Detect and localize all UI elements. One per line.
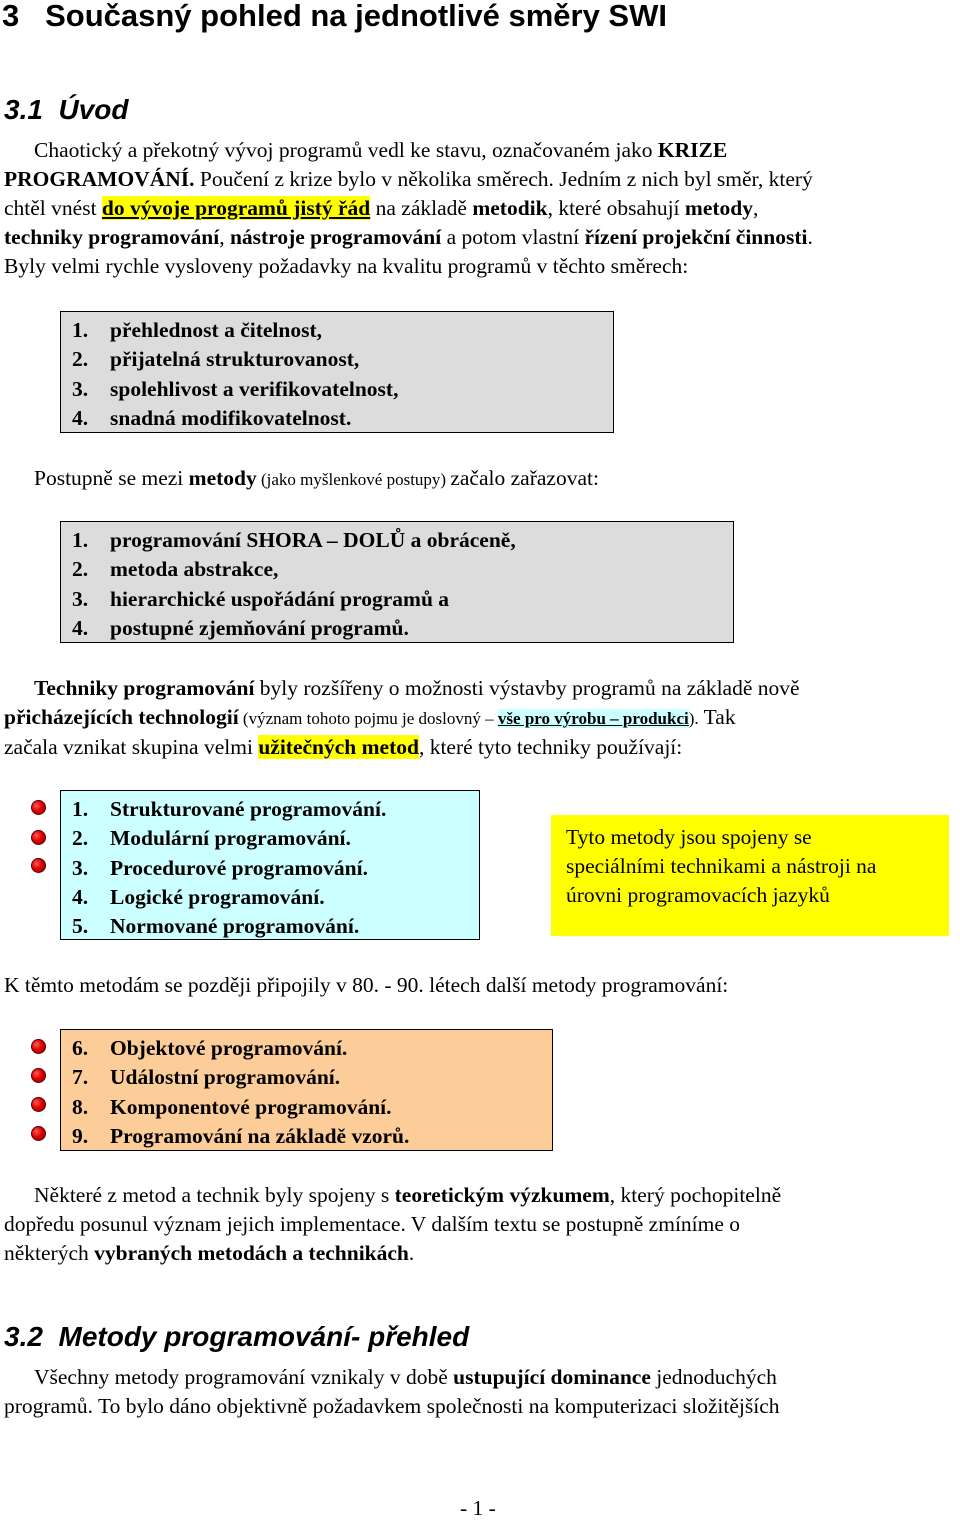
section-title: Metody programování- přehled: [58, 1321, 470, 1352]
requirements-box: [60, 311, 614, 433]
note-box: Tyto metody jsou spojeny se speciálními technikami a nástroji na úrovni programovacích jazyků: [551, 815, 949, 936]
section-heading-overview: [4, 1321, 469, 1353]
list-item: 7. Událostní programování.: [72, 1065, 341, 1090]
list-item: 1. Strukturované programování.: [72, 797, 387, 821]
bullet-icon: [31, 800, 46, 815]
later-methods-intro: K těmto metodám se později připojily v 80. - 90. létech další metody programování:: [4, 973, 729, 997]
chapter-title: Současný pohled na jednotlivé směry SWI: [45, 0, 667, 33]
techniques-paragraph: Techniky programování byly rozšířeny o možnosti výstavby programů na základě nově přicházejících technologií (význam tohoto pojmu je doslovný – vše pro výrobu – produkci). Tak začala vznikat skupina velmi užitečných metod, které tyto techniky používají:: [4, 676, 800, 759]
bullet-icon: [31, 1097, 46, 1112]
bullet-icon: [31, 1126, 46, 1141]
intro-paragraph: Chaotický a překotný vývoj programů vedl ke stavu, označovaném jako KRIZE PROGRAMOVÁNÍ. Poučení z krize bylo v několika směrech. Jedním z nich byl směr, který chtěl vnést do vývoje programů jistý řád na základě metodik, které obsahují metody, techniky programování, nástroje programování a potom vlastní řízení projekční činnosti. Byly velmi rychle vysloveny požadavky na kvalitu programů v těchto směrech:: [4, 138, 813, 278]
section-number: 3.1: [4, 94, 43, 125]
bullet-icon: [31, 830, 46, 845]
section-heading-intro: [4, 94, 129, 126]
overview-paragraph: Všechny metody programování vznikaly v době ustupující dominance jednoduchých programů. To bylo dáno objektivně požadavkem společnosti na komputerizaci složitějších: [4, 1365, 780, 1418]
methods-box: [60, 521, 734, 643]
section-title: Úvod: [58, 94, 129, 125]
chapter-number: 3: [2, 0, 20, 33]
list-item: 4. postupné zjemňování programů.: [72, 615, 409, 640]
list-item: 3. hierarchické uspořádání programů a: [72, 586, 450, 611]
list-item: 1. programování SHORA – DOLŮ a obráceně,: [72, 528, 516, 552]
methods-intro: Postupně se mezi metody (jako myšlenkové postupy) začalo zařazovat:: [34, 466, 599, 490]
chapter-heading: [2, 0, 667, 34]
later-methods-box: [60, 1029, 553, 1151]
list-item: 9. Programování na základě vzorů.: [72, 1123, 410, 1148]
list-item: 6. Objektové programování.: [72, 1036, 348, 1060]
list-item: 3. Procedurové programování.: [72, 855, 368, 880]
list-item: 2. metoda abstrakce,: [72, 557, 279, 582]
list-item: 4. snadná modifikovatelnost.: [72, 405, 352, 430]
bullet-icon: [31, 1039, 46, 1054]
list-item: 3. spolehlivost a verifikovatelnost,: [72, 376, 399, 401]
closing-paragraph: Některé z metod a technik byly spojeny s teoretickým výzkumem, který pochopitelně dopředu posunul význam jejich implementace. V dalším textu se postupně zmíníme o některých vybraných metodách a technikách.: [4, 1183, 782, 1265]
bullet-icon: [31, 1068, 46, 1083]
list-item: 2. Modulární programování.: [72, 826, 351, 851]
list-item: 5. Normované programování.: [72, 914, 360, 939]
list-item: 8. Komponentové programování.: [72, 1094, 392, 1119]
list-item: 4. Logické programování.: [72, 884, 325, 909]
useful-methods-box: [60, 790, 480, 940]
list-item: 1. přehlednost a čitelnost,: [72, 318, 323, 342]
list-item: 2. přijatelná strukturovanost,: [72, 347, 360, 372]
section-number: 3.2: [4, 1321, 43, 1352]
page-number: - 1 -: [460, 1496, 496, 1520]
bullet-icon: [31, 858, 46, 873]
